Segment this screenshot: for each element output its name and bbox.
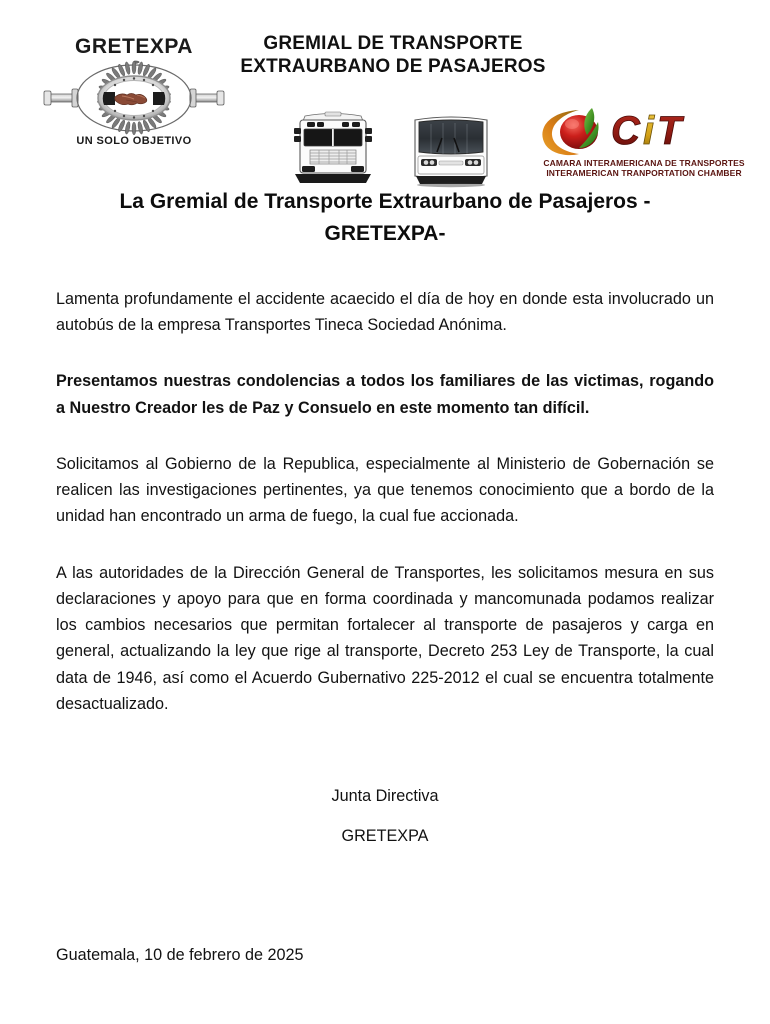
modern-coach-front-icon [401, 110, 501, 190]
place-and-date: Guatemala, 10 de febrero de 2025 [56, 946, 304, 964]
paragraph-condolences: Presentamos nuestras condolencias a todos los familiares de las victimas, rogando a Nuestro Creador les de Paz y Consuelo en este momento tan difícil. [56, 372, 714, 417]
cit-tagline-line-1: CAMARA INTERAMERICANA DE TRANSPORTES [543, 158, 745, 168]
page-title-line-1: La Gremial de Transporte Extraurbano de Pasajeros - [119, 190, 651, 213]
gretexpa-wordmark: GRETEXPA [75, 35, 193, 58]
org-heading-line-2: EXTRAURBANO DE PASAJEROS [240, 56, 546, 78]
cit-tagline [535, 158, 753, 179]
signature-organization: GRETEXPA [341, 826, 429, 845]
page-title-line-2: GRETEXPA- [324, 221, 446, 245]
letterhead [0, 28, 770, 179]
cit-sphere-swoosh-icon [535, 102, 753, 160]
signature-body: Junta Directiva [331, 787, 439, 805]
gretexpa-logo [38, 36, 230, 147]
gretexpa-tagline: UN SOLO OBJETIVO [76, 135, 192, 147]
cit-logo [533, 102, 755, 192]
paragraph-government-request: Solicitamos al Gobierno de la Republica, especialmente al Ministerio de Gobernación se realicen las investigaciones pertinentes, ya que tenemos conocimiento que a bordo de la unidad han encontrado un arma de fuego, la cual fue accionada. [56, 454, 714, 526]
svg-text:T: T [657, 109, 682, 153]
document-body [56, 286, 714, 717]
classic-bus-front-icon [283, 108, 383, 188]
paragraph-condolence-intro: Lamenta profundamente el accidente acaecido el día de hoy en donde esta involucrado un autobús de la empresa Transportes Tineca Sociedad Anónima. [56, 290, 714, 335]
organization-heading [228, 32, 558, 78]
svg-text:C: C [611, 109, 640, 153]
org-heading-line-1: GREMIAL DE TRANSPORTE [263, 33, 523, 54]
cit-tagline-line-2: INTERAMERICAN TRANPORTATION CHAMBER [546, 168, 742, 179]
svg-text:i: i [643, 109, 655, 153]
paragraph-authorities-request: A las autoridades de la Dirección General de Transportes, les solicitamos mesura en sus declaraciones y apoyo para que en forma coordinada y mancomunada podamos realizar los cambios necesarios que permitan fortalecer al transporte de pasajeros y carga en general, actualizando la ley que rige al transporte, Decreto 253 Ley de Transporte, la cual data de 1946, así como el Acuerdo Gubernativo 225-2012 el cual se encuentra totalmente desactualizado. [56, 563, 714, 713]
signature-block [0, 784, 770, 850]
handshake-wing-emblem-icon [38, 59, 230, 137]
page-title [70, 186, 700, 249]
bus-illustrations [283, 106, 508, 191]
